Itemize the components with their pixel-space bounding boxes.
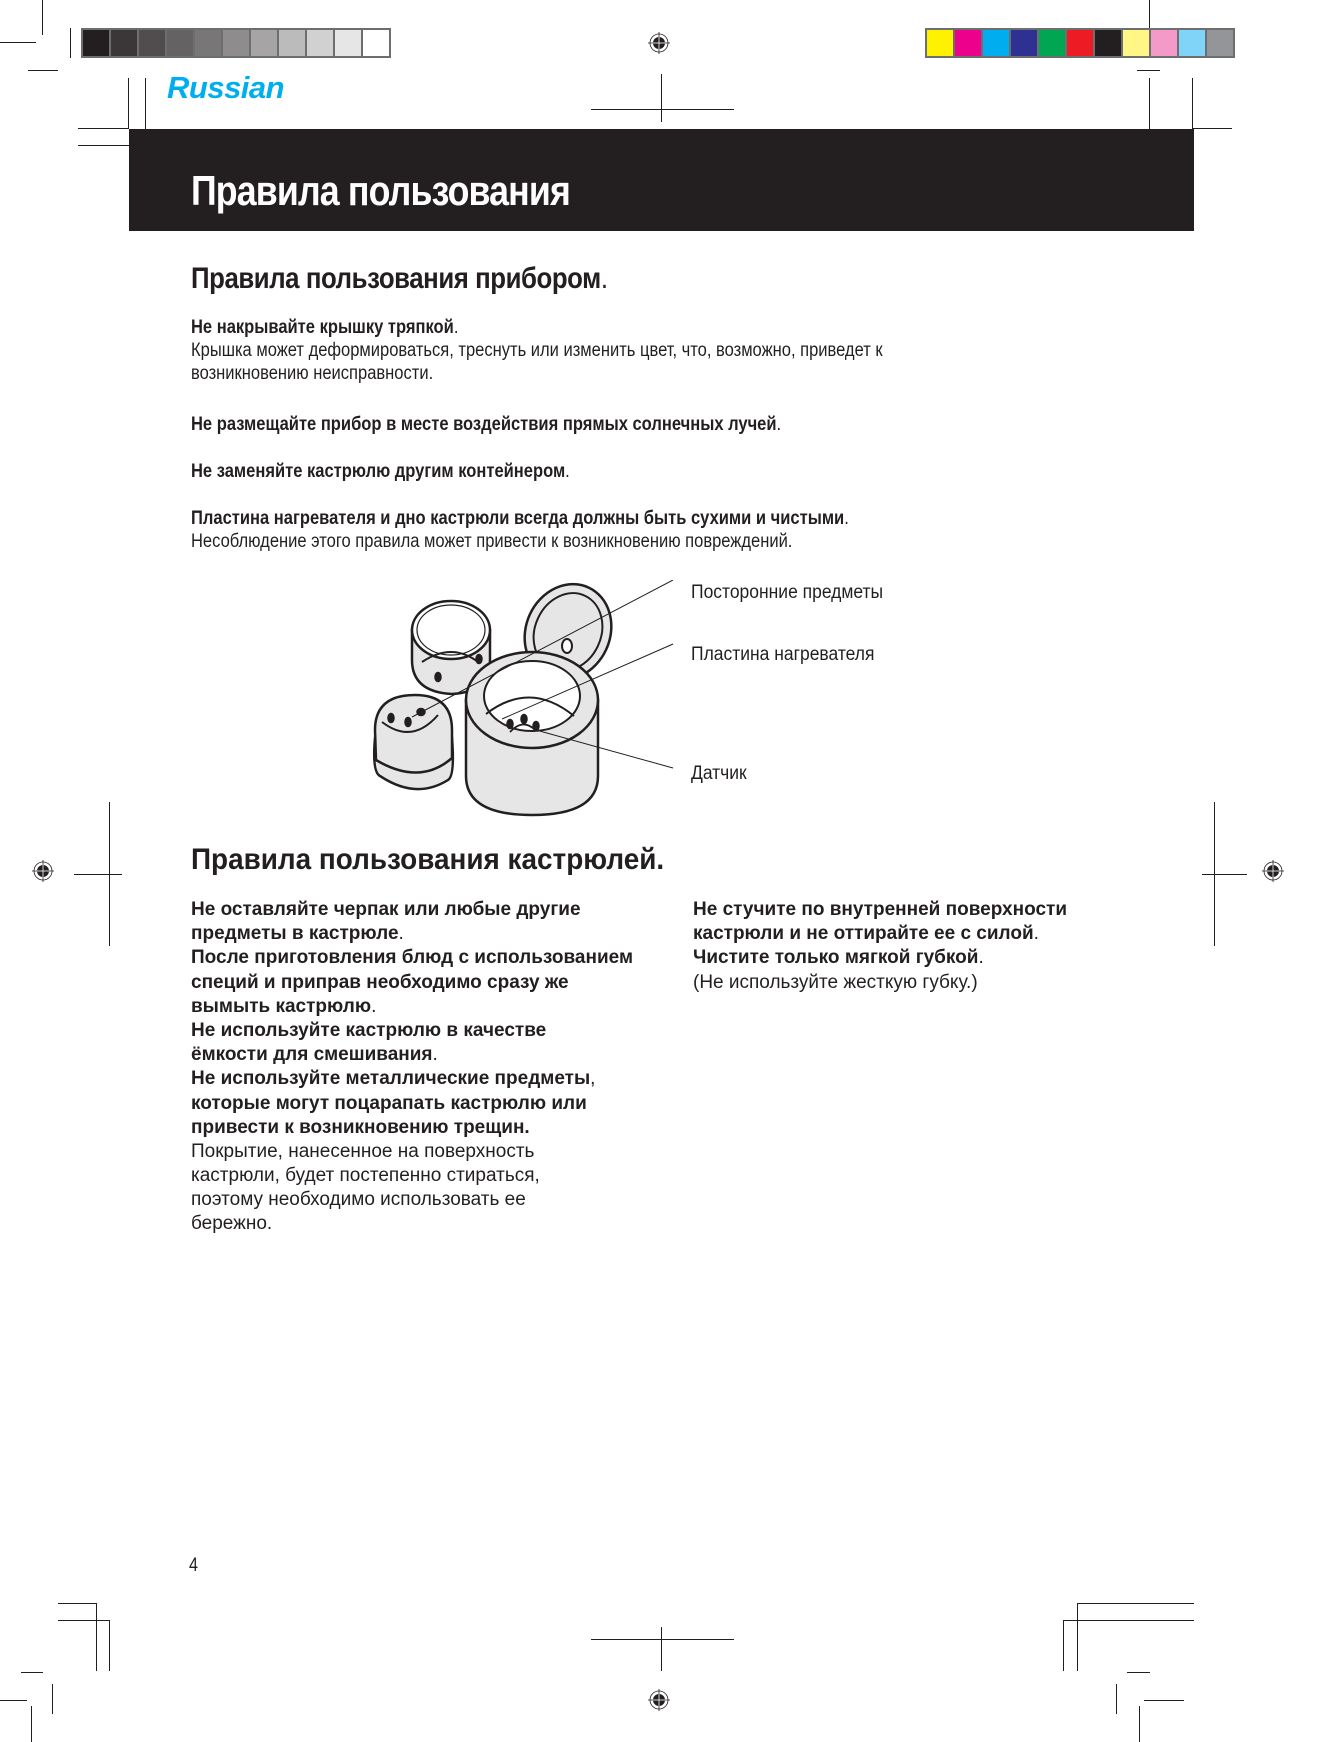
registration-target-icon: [31, 859, 55, 883]
cooker-body-icon: [466, 652, 598, 815]
rice-cooker-illustration: [360, 580, 690, 820]
registration-target-icon: [647, 1688, 671, 1712]
color-calibration-bar: [925, 28, 1235, 58]
pot-rules-left-column: Не оставляйте черпак или любые другие предметы в кастрюле. После приготовления блюд с использованием специй и приправ необходимо сразу же вымыть кастрюлю. Не используйте кастрюлю в качестве ёмкости для смешивания. Не используйте металлические предметы, которые могут поцарапать кастрюлю или привести к возникновению трещин. Покрытие, нанесенное на поверхность кастрюли, будет постепенно стираться, поэтому необходимо использовать ее бережно.: [191, 899, 634, 1235]
section-heading-pot: Правила пользования кастрюлей.: [191, 843, 665, 876]
title-banner: [129, 129, 1194, 231]
pot-bottom-icon: [374, 695, 453, 789]
section-heading-appliance: Правила пользования прибором.: [191, 262, 608, 295]
rule-replace-pot: Не заменяйте кастрюлю другим контейнером.: [191, 461, 570, 482]
page-number: 4: [189, 1555, 198, 1576]
callout-heater-plate: Пластина нагревателя: [691, 644, 875, 665]
registration-target-icon: [647, 31, 671, 55]
pot-rules-right-column: Не стучите по внутренней поверхности кастрюли и не оттирайте ее с силой. Чистите только мягкой губкой. (Не используйте жесткую губку.): [693, 899, 1067, 993]
rule-cover-lid: Не накрывайте крышку тряпкой. Крышка может деформироваться, треснуть или изменить цвет, что, возможно, приведет к возникновению неисправности.: [191, 317, 883, 384]
rule-sunlight: Не размещайте прибор в месте воздействия прямых солнечных лучей.: [191, 414, 782, 435]
page-title: Правила пользования: [191, 167, 570, 214]
registration-target-icon: [1261, 859, 1285, 883]
rule-heater-plate: Пластина нагревателя и дно кастрюли всегда должны быть сухими и чистыми. Несоблюдение этого правила может привести к возникновению повреждений.: [191, 508, 849, 552]
language-label: Russian: [167, 70, 285, 105]
callout-sensor: Датчик: [691, 763, 747, 784]
grayscale-calibration-bar: [81, 28, 391, 58]
callout-foreign-objects: Посторонние предметы: [691, 582, 884, 603]
